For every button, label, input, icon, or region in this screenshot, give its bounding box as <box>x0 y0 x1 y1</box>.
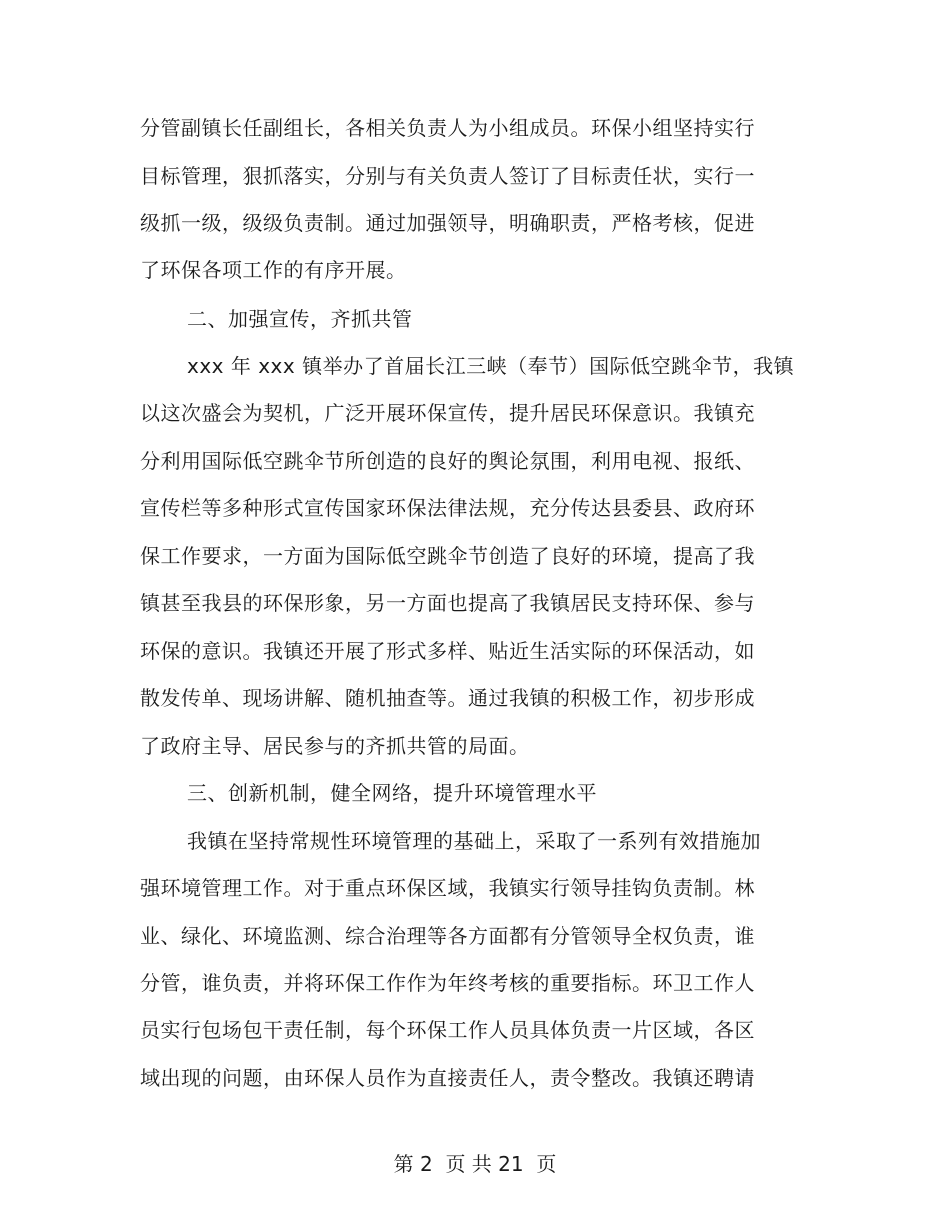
section-heading: 三、创新机制，健全网络，提升环境管理水平 <box>187 781 597 805</box>
body-text-line: 保工作要求，一方面为国际低空跳伞节创造了良好的环境，提高了我 <box>140 544 755 568</box>
body-text-line: 目标管理，狠抓落实，分别与有关负责人签订了目标责任状，实行一 <box>140 164 755 188</box>
body-text-line: 强环境管理工作。对于重点环保区域，我镇实行领导挂钩负责制。林 <box>140 876 755 900</box>
body-text-line: 业、绿化、环境监测、综合治理等各方面都有分管领导全权负责，谁 <box>140 924 755 948</box>
body-text-line: 员实行包场包干责任制，每个环保工作人员具体负责一片区域，各区 <box>140 1018 755 1042</box>
body-text-line: 分利用国际低空跳伞节所创造的良好的舆论氛围，利用电视、报纸、 <box>140 449 755 473</box>
section-heading: 二、加强宣传，齐抓共管 <box>187 307 413 331</box>
body-text-line: 散发传单、现场讲解、随机抽查等。通过我镇的积极工作，初步形成 <box>140 686 755 710</box>
body-text-line: 以这次盛会为契机，广泛开展环保宣传，提升居民环保意识。我镇充 <box>140 401 755 425</box>
body-text-line: 环保的意识。我镇还开展了形式多样、贴近生活实际的环保活动，如 <box>140 639 755 663</box>
body-text-line: 了环保各项工作的有序开展。 <box>140 258 407 282</box>
body-text-line: 分管副镇长任副组长，各相关负责人为小组成员。环保小组坚持实行 <box>140 116 755 140</box>
body-text-line: 镇甚至我县的环保形象，另一方面也提高了我镇居民支持环保、参与 <box>140 591 755 615</box>
body-text-line: xxx 年 xxx 镇举办了首届长江三峡（奉节）国际低空跳伞节，我镇 <box>187 354 795 378</box>
body-text-line: 级抓一级，级级负责制。通过加强领导，明确职责，严格考核，促进 <box>140 211 755 235</box>
body-text-line: 域出现的问题，由环保人员作为直接责任人，责令整改。我镇还聘请 <box>140 1066 755 1090</box>
body-text-line: 宣传栏等多种形式宣传国家环保法律法规，充分传达县委县、政府环 <box>140 496 755 520</box>
page-number-footer: 第 2 页 共 21 页 <box>393 1152 557 1176</box>
body-text-line: 了政府主导、居民参与的齐抓共管的局面。 <box>140 734 530 758</box>
body-text-line: 我镇在坚持常规性环境管理的基础上，采取了一系列有效措施加 <box>187 829 761 853</box>
body-text-line: 分管，谁负责，并将环保工作作为年终考核的重要指标。环卫工作人 <box>140 971 755 995</box>
